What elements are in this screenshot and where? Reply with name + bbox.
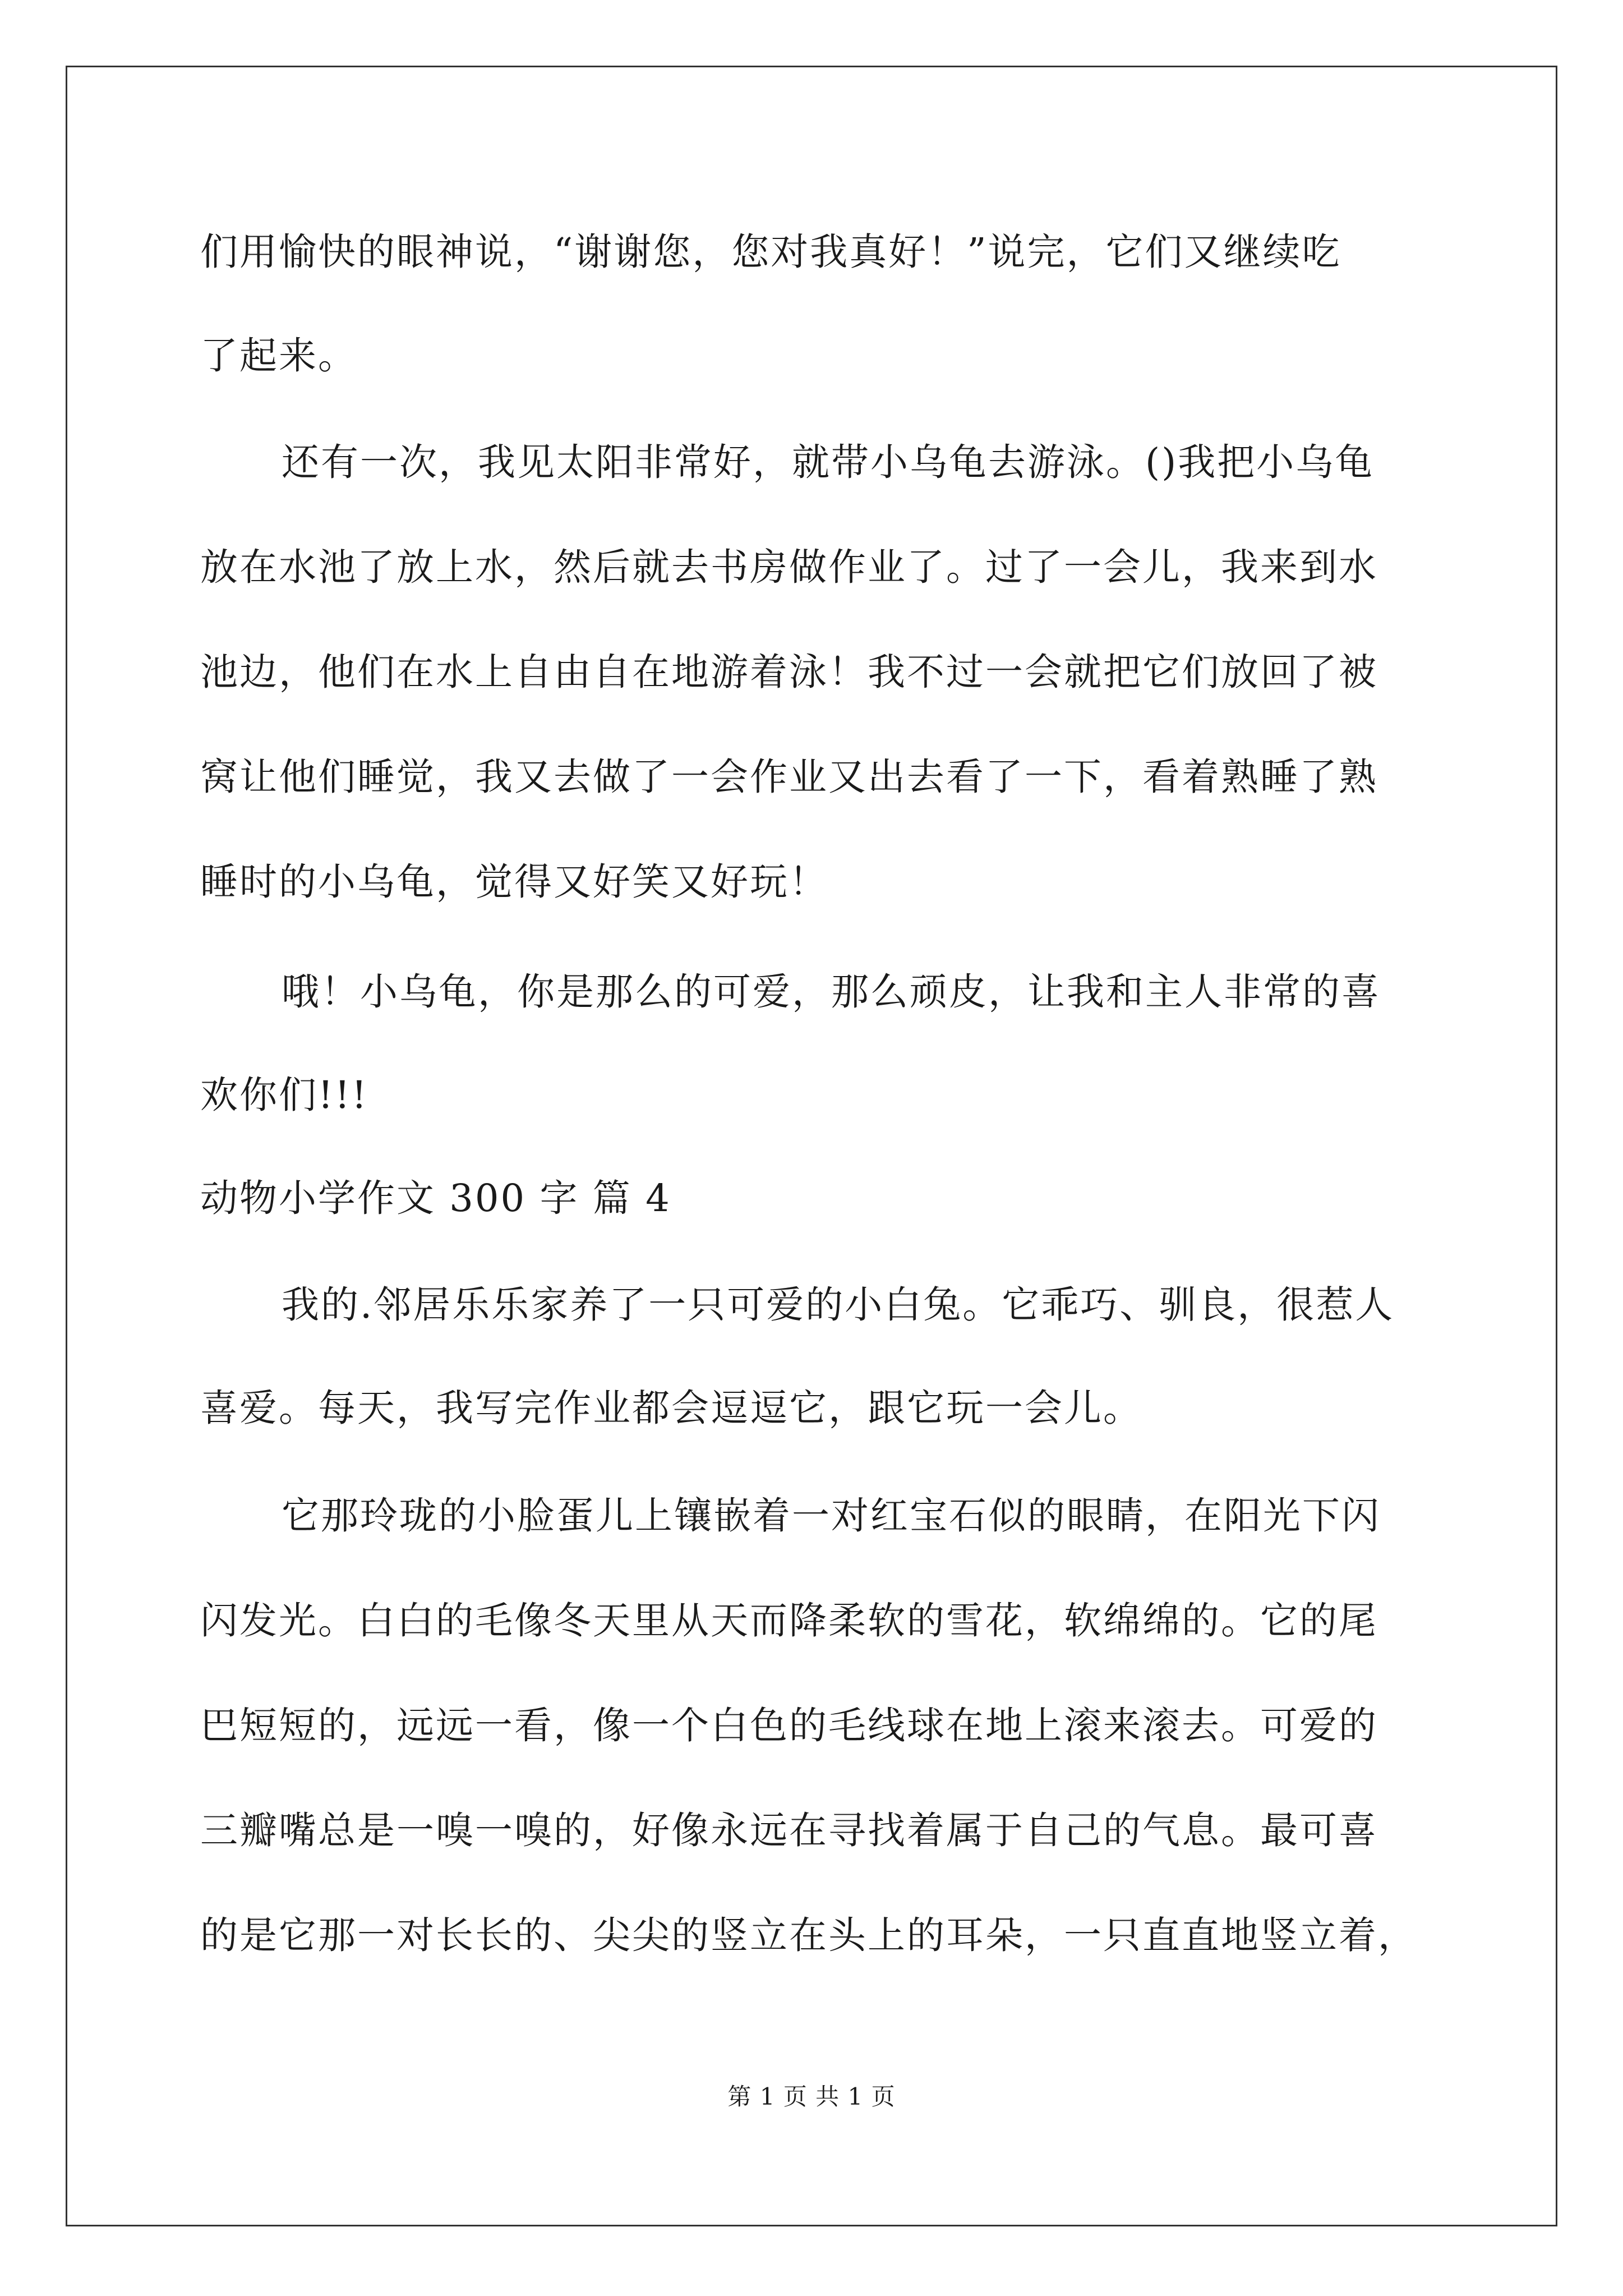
page-number-footer: 第 1 页 共 1 页 <box>727 2083 896 2110</box>
paragraph-line: 的是它那一对长长的、尖尖的竖立在头上的耳朵，一只直直地竖立着， <box>200 1913 1417 1957</box>
paragraph-line: 池边，他们在水上自由自在地游着泳！我不过一会就把它们放回了被 <box>200 650 1378 694</box>
paragraph-line: 们用愉快的眼神说，“谢谢您，您对我真好！”说完，它们又继续吃 <box>200 230 1341 274</box>
paragraph-line: 欢你们!!! <box>200 1073 368 1117</box>
paragraph-line: 窝让他们睡觉，我又去做了一会作业又出去看了一下，看着熟睡了熟 <box>200 755 1378 799</box>
paragraph-line: 三瓣嘴总是一嗅一嗅的，好像永远在寻找着属于自己的气息。最可喜 <box>200 1809 1378 1852</box>
paragraph-line: 喜爱。每天，我写完作业都会逗逗它，跟它玩一会儿。 <box>200 1386 1142 1430</box>
paragraph-line: 它那玲珑的小脸蛋儿上镶嵌着一对红宝石似的眼睛，在阳光下闪 <box>282 1494 1381 1538</box>
page-border <box>66 66 1557 2226</box>
paragraph-line: 巴短短的，远远一看，像一个白色的毛线球在地上滚来滚去。可爱的 <box>200 1704 1378 1747</box>
section-heading: 动物小学作文 300 字 篇 4 <box>200 1176 671 1220</box>
paragraph-line: 哦！小乌龟，你是那么的可爱，那么顽皮，让我和主人非常的喜 <box>282 970 1381 1014</box>
paragraph-line: 我的.邻居乐乐家养了一只可爱的小白兔。它乖巧、驯良，很惹人 <box>282 1283 1395 1327</box>
paragraph-line: 放在水池了放上水，然后就去书房做作业了。过了一会儿，我来到水 <box>200 545 1378 589</box>
paragraph-line: 睡时的小乌龟，觉得又好笑又好玩！ <box>200 860 828 904</box>
paragraph-line: 了起来。 <box>200 334 357 378</box>
paragraph-line: 闪发光。白白的毛像冬天里从天而降柔软的雪花，软绵绵的。它的尾 <box>200 1599 1378 1642</box>
paragraph-line: 还有一次，我见太阳非常好，就带小乌龟去游泳。()我把小乌龟 <box>282 440 1375 484</box>
